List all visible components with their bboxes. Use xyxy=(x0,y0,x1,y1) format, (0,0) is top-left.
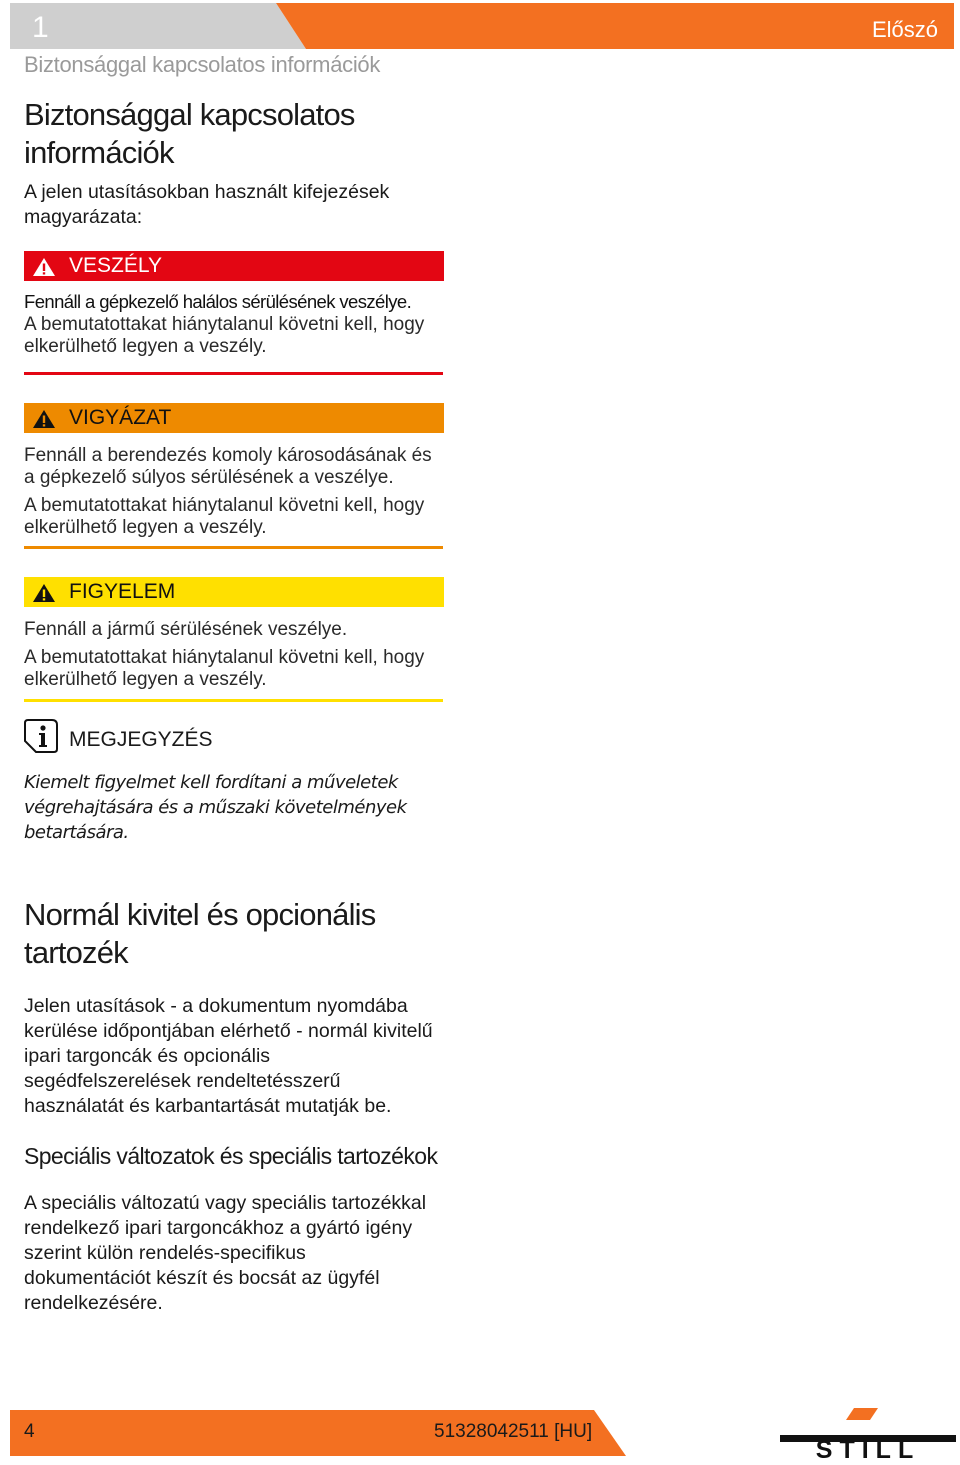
note-text: Kiemelt figyelmet kell fordítani a műveletek végrehajtására és a műszaki követelmények betartására. xyxy=(24,772,407,843)
section-label: Előszó xyxy=(871,17,938,42)
note-text-block xyxy=(24,770,444,845)
warning-text-block xyxy=(24,445,444,539)
caution-label-bar xyxy=(24,577,444,607)
warning-triangle-icon xyxy=(32,583,56,603)
warning-triangle-icon xyxy=(32,257,56,277)
standard-heading: Normál kivitel és opcionális tartozék xyxy=(24,897,376,970)
safety-heading: Biztonsággal kapcsolatos információk xyxy=(24,97,355,170)
danger-line-1: Fennáll a gépkezelő halálos sérülésének veszélye. xyxy=(24,291,412,312)
safety-intro: A jelen utasításokban használt kifejezések magyarázata: xyxy=(24,181,390,228)
caution-rule xyxy=(24,699,443,702)
note-label: MEGJEGYZÉS xyxy=(69,728,213,751)
danger-rule xyxy=(24,372,443,375)
standard-text: Jelen utasítások - a dokumentum nyomdába kerülése időpontjában elérhető - normál kivitelű ipari targoncák és opcionális segédfelszerelések rendeltetésszerű használatát és karbantartását mutatják be. xyxy=(24,995,433,1117)
safety-section xyxy=(24,96,444,230)
running-title: Biztonsággal kapcsolatos információk xyxy=(24,52,381,77)
caution-line-2: A bemutatottakat hiánytalanul követni kell, hogy elkerülhető legyen a veszély. xyxy=(24,647,425,690)
warning-line-1: Fennáll a berendezés komoly károsodásának és a gépkezelő súlyos sérülésének a veszélye. xyxy=(24,445,432,488)
danger-line-2: A bemutatottakat hiánytalanul követni kell, hogy elkerülhető legyen a veszély. xyxy=(24,314,425,357)
standard-section xyxy=(24,896,444,1119)
chapter-number: 1 xyxy=(32,11,49,44)
caution-text-block xyxy=(24,619,444,691)
still-logo xyxy=(780,1408,956,1460)
danger-label-bar xyxy=(24,251,444,281)
special-text: A speciális változatú vagy speciális tartozékkal rendelkező ipari targoncákhoz a gyártó igény szerint külön rendelés-specifikus dokumentációt készít és bocsát az ügyfél rendelkezésére. xyxy=(24,1192,427,1314)
danger-text-block xyxy=(24,291,444,358)
warning-triangle-icon xyxy=(32,409,56,429)
danger-label: VESZÉLY xyxy=(69,254,162,277)
caution-label: FIGYELEM xyxy=(69,580,176,603)
svg-text:STILL: STILL xyxy=(815,1436,921,1460)
warning-label: VIGYÁZAT xyxy=(69,406,172,429)
warning-rule xyxy=(24,546,443,549)
warning-line-2: A bemutatottakat hiánytalanul követni kell, hogy elkerülhető legyen a veszély. xyxy=(24,495,425,538)
document-id: 51328042511 [HU] xyxy=(434,1421,593,1442)
page-number: 4 xyxy=(24,1421,35,1442)
caution-line-1: Fennáll a jármű sérülésének veszélye. xyxy=(24,619,348,640)
special-heading: Speciális változatok és speciális tartozékok xyxy=(24,1143,438,1169)
special-section xyxy=(24,1142,444,1316)
warning-label-bar xyxy=(24,403,444,433)
header-bar xyxy=(10,3,954,49)
info-icon xyxy=(24,719,58,753)
